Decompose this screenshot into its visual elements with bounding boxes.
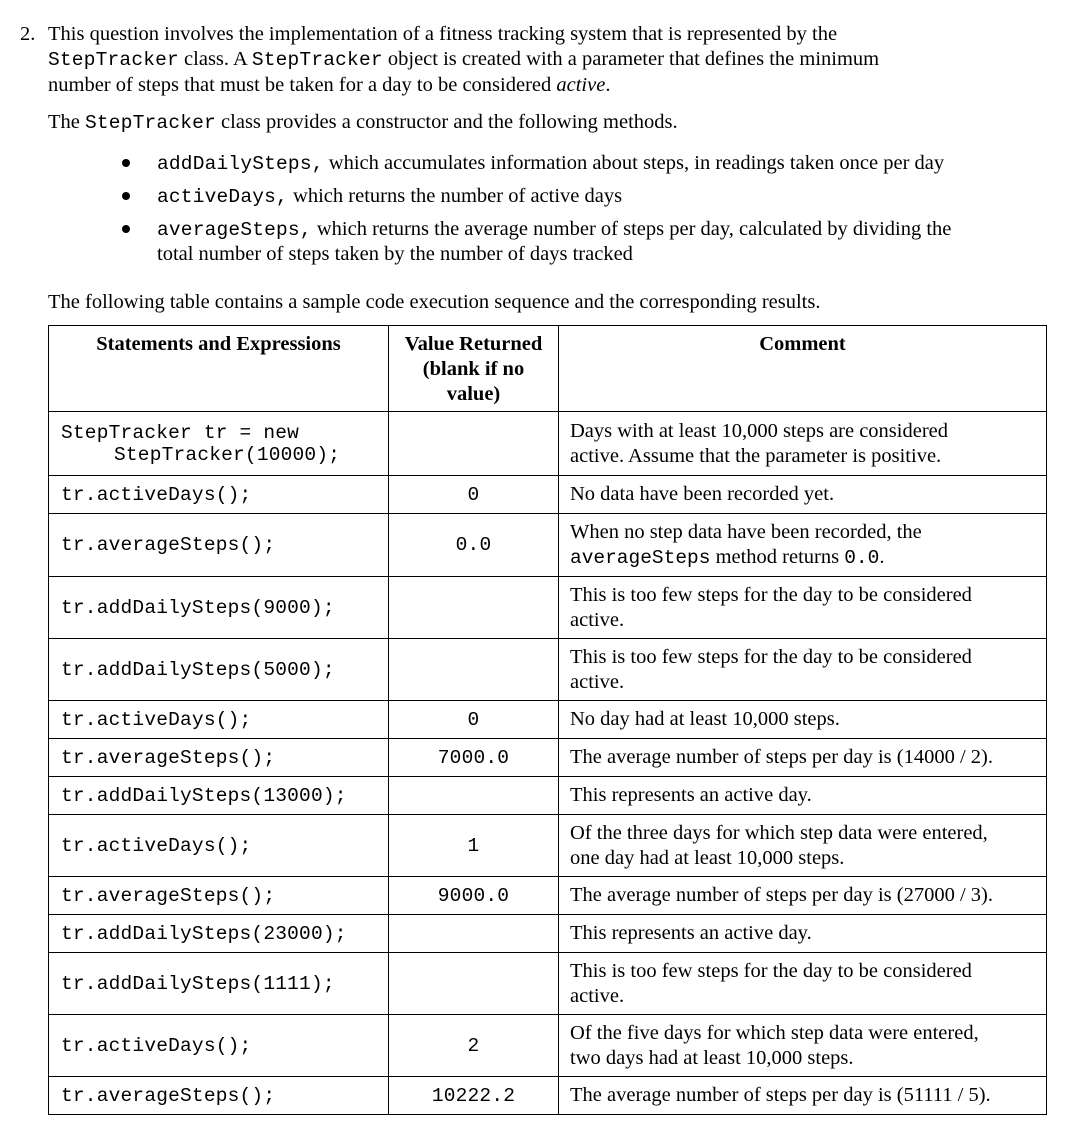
value-cell: 0.0 <box>389 514 559 577</box>
table-row <box>49 739 1047 777</box>
statement-cell: tr.addDailySteps(13000); <box>49 777 389 815</box>
bullet-item-continued: total number of steps taken by the number of days tracked <box>157 243 633 265</box>
comment-cell <box>559 514 1047 577</box>
intro-line-3 <box>48 73 610 97</box>
statement-text-continued: StepTracker(10000); <box>114 443 341 466</box>
value-cell: 1 <box>389 815 559 877</box>
bullet-dot <box>122 192 130 200</box>
intro-text: number of steps that must be taken for a day to be considered <box>48 74 557 96</box>
comment-text: active. <box>570 670 625 693</box>
comment-text: one day had at least 10,000 steps. <box>570 846 845 869</box>
comment-text: active. Assume that the parameter is positive. <box>570 444 942 467</box>
value-cell: 0 <box>389 476 559 514</box>
bullet-dot <box>122 159 130 167</box>
comment-text: Of the three days for which step data were entered, <box>570 822 988 844</box>
statement-cell: tr.activeDays(); <box>49 476 389 514</box>
table-row <box>49 639 1047 701</box>
comment-cell <box>559 815 1047 877</box>
table-row <box>49 476 1047 514</box>
statement-cell: tr.averageSteps(); <box>49 514 389 577</box>
intro-text: . <box>605 74 611 96</box>
statement-cell: tr.addDailySteps(23000); <box>49 915 389 953</box>
table-row <box>49 701 1047 739</box>
table-header-row <box>49 326 1047 412</box>
comment-text: method returns <box>710 545 845 568</box>
value-cell: 0 <box>389 701 559 739</box>
statement-cell: tr.activeDays(); <box>49 1015 389 1077</box>
comment-text: . <box>879 545 885 568</box>
comment-cell: This represents an active day. <box>559 777 1047 815</box>
comment-text: When no step data have been recorded, the <box>570 521 922 543</box>
table-row <box>49 815 1047 877</box>
bullet-item <box>157 151 944 176</box>
value-cell: 10222.2 <box>389 1077 559 1115</box>
value-cell: 7000.0 <box>389 739 559 777</box>
table-row <box>49 953 1047 1015</box>
table-row <box>49 1077 1047 1115</box>
provides-text: class provides a constructor and the following methods. <box>215 111 678 133</box>
method-name-code: averageSteps <box>570 546 711 569</box>
header-line: value) <box>446 383 501 405</box>
value-cell: 9000.0 <box>389 877 559 915</box>
comment-text: two days had at least 10,000 steps. <box>570 1046 854 1069</box>
statement-cell: tr.addDailySteps(1111); <box>49 953 389 1015</box>
comment-text: active. <box>570 984 625 1007</box>
statement-cell <box>49 412 389 476</box>
header-line: Value Returned <box>404 333 543 355</box>
comment-text: Days with at least 10,000 steps are considered <box>570 420 949 442</box>
class-name-code: StepTracker <box>48 49 179 71</box>
statement-cell: tr.addDailySteps(5000); <box>49 639 389 701</box>
bullet-item <box>157 184 622 209</box>
comment-cell <box>559 953 1047 1015</box>
header-comment: Comment <box>559 326 1047 412</box>
intro-line-1: This question involves the implementation of a fitness tracking system that is represented by the <box>48 23 838 45</box>
comment-cell: The average number of steps per day is (51111 / 5). <box>559 1077 1047 1115</box>
statement-cell: tr.averageSteps(); <box>49 1077 389 1115</box>
comment-text: active. <box>570 608 625 631</box>
comment-text: This is too few steps for the day to be considered <box>570 584 972 606</box>
provides-line <box>48 110 678 135</box>
class-name-code: StepTracker <box>251 49 383 71</box>
method-name-code: activeDays, <box>157 186 288 208</box>
comment-cell <box>559 1015 1047 1077</box>
table-row <box>49 915 1047 953</box>
comment-text: This is too few steps for the day to be considered <box>570 960 972 982</box>
value-code: 0.0 <box>844 546 880 569</box>
comment-cell: The average number of steps per day is (14000 / 2). <box>559 739 1047 777</box>
comment-cell <box>559 412 1047 476</box>
value-cell <box>389 953 559 1015</box>
method-name-code: averageSteps, <box>157 219 312 241</box>
value-cell <box>389 577 559 639</box>
bullet-text: which accumulates information about steps, in readings taken once per day <box>323 152 945 174</box>
statement-cell: tr.activeDays(); <box>49 701 389 739</box>
bullet-dot <box>122 225 130 233</box>
header-line: (blank if no <box>422 358 525 380</box>
comment-cell: No data have been recorded yet. <box>559 476 1047 514</box>
intro-text: class. A <box>178 48 252 70</box>
statement-cell: tr.averageSteps(); <box>49 877 389 915</box>
header-statements: Statements and Expressions <box>49 326 389 412</box>
table-row <box>49 777 1047 815</box>
statement-cell: tr.addDailySteps(9000); <box>49 577 389 639</box>
value-cell <box>389 412 559 476</box>
bullet-text: which returns the average number of steps per day, calculated by dividing the <box>311 218 952 240</box>
comment-cell <box>559 639 1047 701</box>
comment-text: Of the five days for which step data were entered, <box>570 1022 979 1044</box>
intro-emphasis: active <box>556 74 606 96</box>
method-name-code: addDailySteps, <box>157 153 324 175</box>
value-cell <box>389 777 559 815</box>
table-row <box>49 412 1047 476</box>
comment-cell: This represents an active day. <box>559 915 1047 953</box>
statement-cell: tr.averageSteps(); <box>49 739 389 777</box>
statement-cell: tr.activeDays(); <box>49 815 389 877</box>
provides-text: The <box>48 111 85 133</box>
table-row <box>49 1015 1047 1077</box>
comment-cell: The average number of steps per day is (27000 / 3). <box>559 877 1047 915</box>
table-caption: The following table contains a sample code execution sequence and the corresponding results. <box>48 291 821 313</box>
value-cell <box>389 639 559 701</box>
table-row <box>49 877 1047 915</box>
table-row <box>49 577 1047 639</box>
execution-table <box>48 325 1047 1115</box>
value-cell: 2 <box>389 1015 559 1077</box>
value-cell <box>389 915 559 953</box>
bullet-text: which returns the number of active days <box>287 185 623 207</box>
comment-cell: No day had at least 10,000 steps. <box>559 701 1047 739</box>
intro-line-2 <box>48 47 879 72</box>
intro-text: object is created with a parameter that defines the minimum <box>382 48 880 70</box>
question-number: 2. <box>20 23 36 45</box>
header-value-returned <box>389 326 559 412</box>
statement-text: StepTracker tr = new <box>61 421 300 444</box>
comment-text: This is too few steps for the day to be considered <box>570 646 972 668</box>
class-name-code: StepTracker <box>85 112 216 134</box>
comment-cell <box>559 577 1047 639</box>
bullet-item <box>157 217 951 242</box>
table-row <box>49 514 1047 577</box>
